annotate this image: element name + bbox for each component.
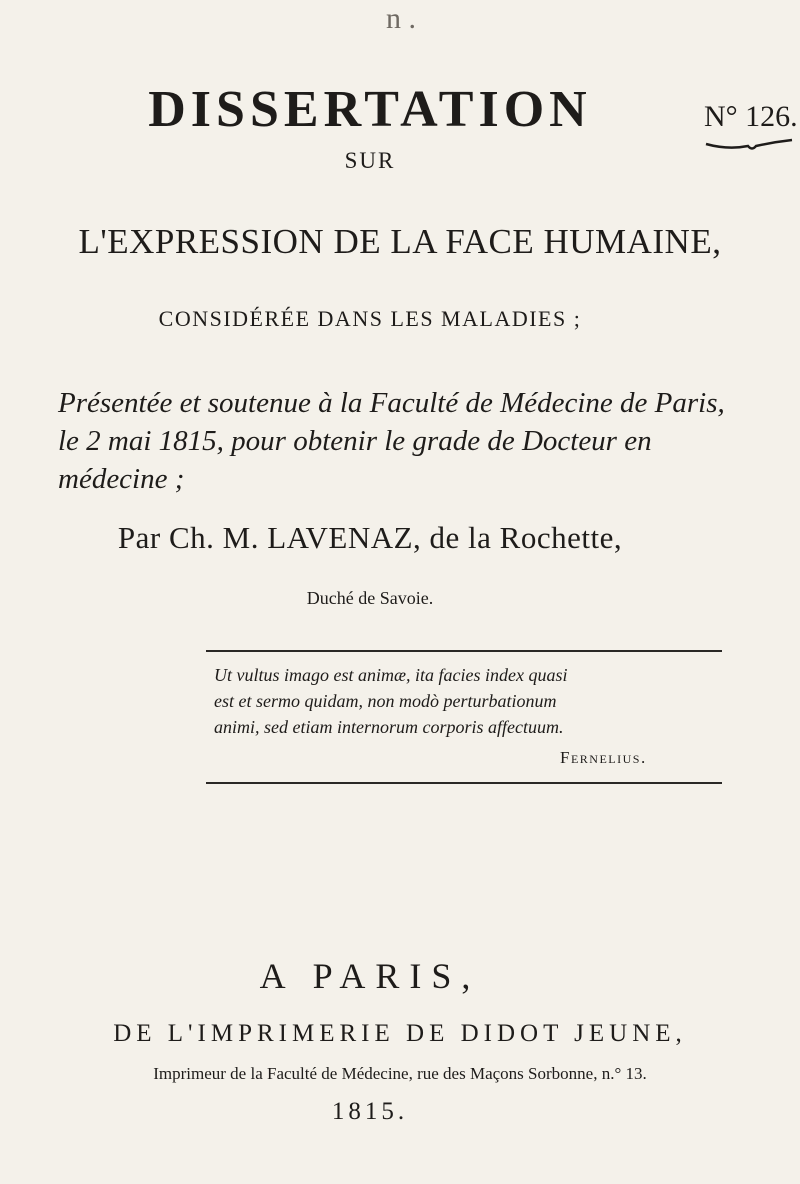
subtitle-sur: SUR (344, 148, 396, 173)
imprint-address: Imprimeur de la Faculté de Médecine, rue des Maçons Sorbonne, n.° 13. (153, 1064, 647, 1083)
subject-heading: L'EXPRESSION DE LA FACE HUMAINE, (78, 222, 722, 261)
subject-subheading: CONSIDÉRÉE DANS LES MALADIES ; (158, 306, 582, 331)
presentation-statement: Présentée et soutenue à la Faculté de Médecine de Paris, le 2 mai 1815, pour obtenir le grade de Docteur en médecine ; (58, 387, 725, 495)
author-origin: Duché de Savoie. (306, 588, 434, 608)
epigraph-attribution: Fernelius. (560, 748, 647, 767)
handwritten-mark: n . (386, 2, 416, 35)
epigraph-rule-top (206, 650, 722, 652)
epigraph-rule-bottom (206, 782, 722, 784)
imprint-place: A PARIS, (259, 956, 481, 996)
catalog-number: N° 126. (704, 100, 798, 133)
imprint-year: 1815. (331, 1098, 409, 1125)
author-line: Par Ch. M. LAVENAZ, de la Rochette, (117, 520, 623, 555)
imprint-printer: DE L'IMPRIMERIE DE DIDOT JEUNE, (113, 1020, 687, 1047)
epigraph: Ut vultus imago est animæ, ita facies index quasi est et sermo quidam, non modò perturbationum animi, sed etiam internorum corporis affectuum. (214, 665, 568, 737)
document-title: DISSERTATION (148, 81, 592, 138)
